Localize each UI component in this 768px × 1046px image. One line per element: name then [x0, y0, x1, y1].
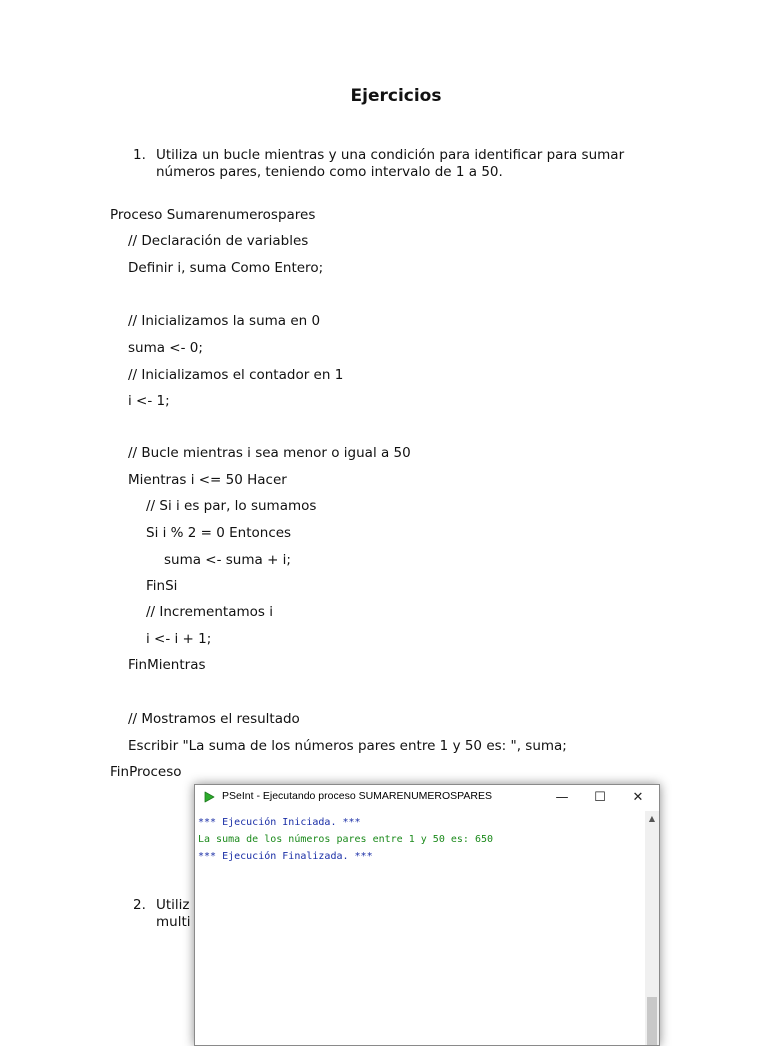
code-line: // Mostramos el resultado — [128, 711, 300, 727]
exercise-text-line: Utiliza un bucle mientras y una condición para identificar para sumar — [156, 147, 625, 163]
window-titlebar[interactable] — [195, 785, 659, 809]
close-button[interactable] — [619, 785, 657, 809]
scrollbar-thumb[interactable] — [647, 997, 657, 1045]
vertical-scrollbar[interactable] — [645, 811, 659, 1045]
close-icon: ✕ — [632, 789, 644, 805]
console-window — [194, 784, 660, 1046]
code-line: suma <- 0; — [128, 340, 203, 356]
window-title: PSeInt - Ejecutando proceso SUMARENUMEROSPARES — [222, 790, 492, 802]
exercise-number: 2. — [133, 897, 146, 913]
code-line: // Incrementamos i — [146, 604, 273, 620]
console-line: La suma de los números pares entre 1 y 50 es: 650 — [198, 834, 494, 845]
maximize-icon: ☐ — [594, 789, 606, 805]
maximize-button[interactable] — [581, 785, 619, 809]
code-line: FinSi — [146, 578, 178, 594]
exercise-text — [156, 147, 673, 181]
exercise-1 — [133, 147, 673, 181]
code-line: // Si i es par, lo sumamos — [146, 498, 317, 514]
code-line: Definir i, suma Como Entero; — [128, 260, 324, 276]
console-line: *** Ejecución Finalizada. *** — [198, 851, 373, 862]
exercise-text-line: números pares, teniendo como intervalo de 1 a 50. — [156, 164, 503, 180]
code-line: // Declaración de variables — [128, 233, 309, 249]
pseint-app-icon — [203, 791, 215, 803]
code-line: Mientras i <= 50 Hacer — [128, 472, 287, 488]
code-line: // Inicializamos el contador en 1 — [128, 367, 344, 383]
console-line: *** Ejecución Iniciada. *** — [198, 817, 361, 828]
code-line: i <- 1; — [128, 393, 170, 409]
exercise-number: 1. — [133, 147, 146, 163]
console-output[interactable] — [195, 811, 645, 1045]
minimize-icon: — — [555, 789, 569, 805]
minimize-button[interactable] — [543, 785, 581, 809]
page-title: Ejercicios — [350, 86, 442, 106]
exercise-text-line: Utiliz — [156, 897, 190, 913]
scroll-up-icon[interactable]: ▲ — [648, 813, 656, 823]
code-line: i <- i + 1; — [146, 631, 212, 647]
code-line: // Bucle mientras i sea menor o igual a 50 — [128, 445, 411, 461]
code-line: FinMientras — [128, 657, 206, 673]
code-line: Si i % 2 = 0 Entonces — [146, 525, 292, 541]
code-line: Escribir "La suma de los números pares entre 1 y 50 es: ", suma; — [128, 738, 567, 754]
code-line: suma <- suma + i; — [164, 552, 291, 568]
code-line: Proceso Sumarenumerospares — [110, 207, 316, 223]
code-line: // Inicializamos la suma en 0 — [128, 313, 321, 329]
code-line: FinProceso — [110, 764, 182, 780]
exercise-text-line: multi — [156, 914, 191, 930]
